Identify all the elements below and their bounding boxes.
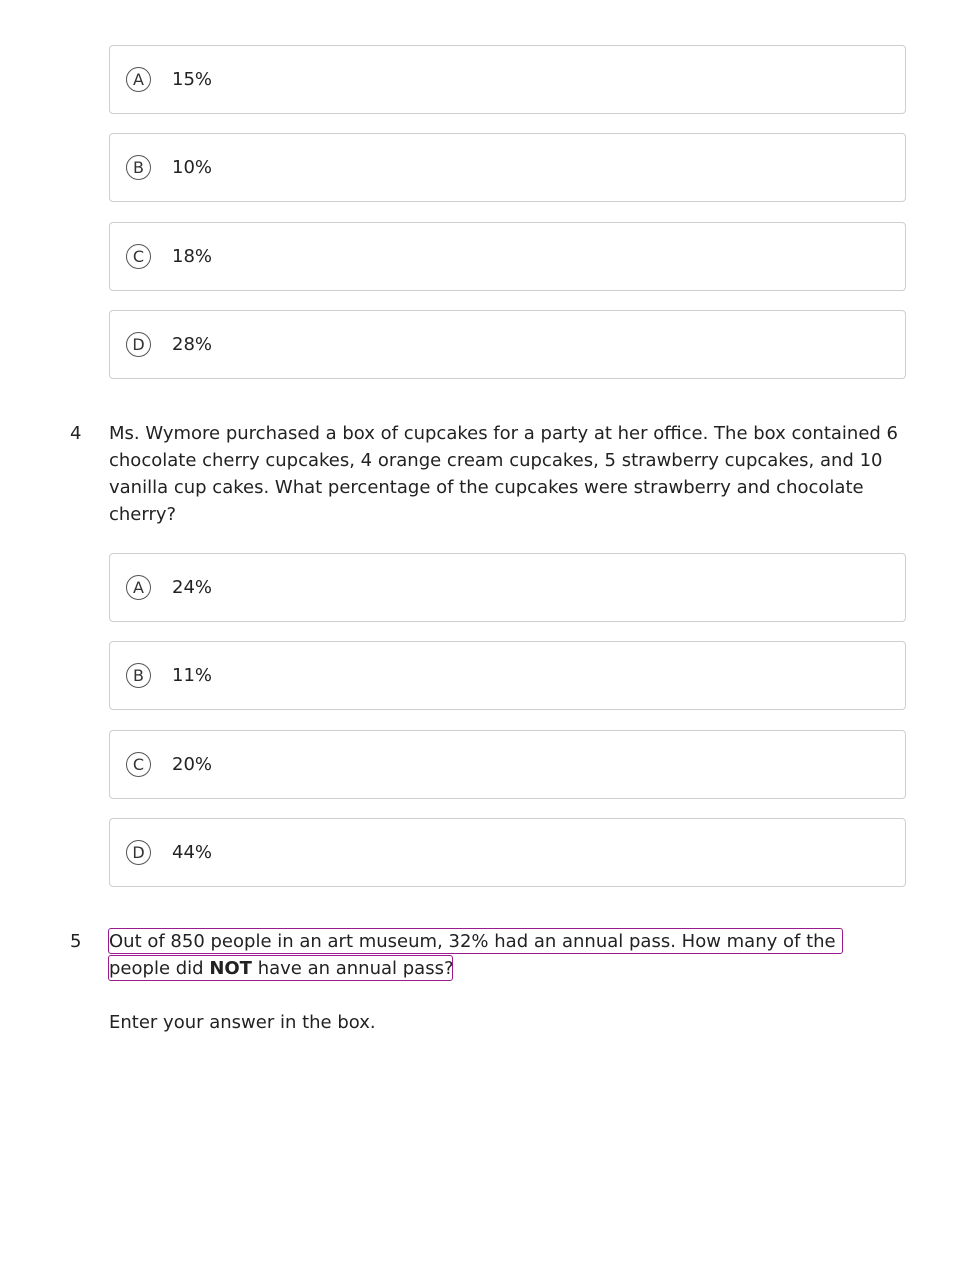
choice-b-text: 10% bbox=[172, 157, 213, 178]
choice-a-bubble: A bbox=[126, 67, 151, 92]
choice-d-bubble: D bbox=[126, 840, 151, 865]
answer-instruction: Enter your answer in the box. bbox=[109, 1012, 376, 1033]
choice-d-bubble: D bbox=[126, 332, 151, 357]
choice-a-bubble: A bbox=[126, 575, 151, 600]
choice-d-text: 44% bbox=[172, 842, 213, 863]
q3-choice-c[interactable] bbox=[109, 222, 906, 291]
choice-c-text: 20% bbox=[172, 754, 213, 775]
q4-choice-a[interactable] bbox=[109, 553, 906, 622]
question-5-text-part1: Out of 850 people in an art museum, 32% had an annual pass. How many of the people did bbox=[109, 931, 836, 979]
choice-b-text: 11% bbox=[172, 665, 213, 686]
choice-a-text: 15% bbox=[172, 69, 213, 90]
choice-b-bubble: B bbox=[126, 663, 151, 688]
q4-choice-c[interactable] bbox=[109, 730, 906, 799]
choice-c-bubble: C bbox=[126, 752, 151, 777]
question-5-text-part2: have an annual pass? bbox=[251, 958, 454, 979]
choice-c-bubble: C bbox=[126, 244, 151, 269]
q4-choice-b[interactable] bbox=[109, 641, 906, 710]
question-5-text bbox=[109, 928, 869, 982]
q3-choice-d[interactable] bbox=[109, 310, 906, 379]
choice-b-bubble: B bbox=[126, 155, 151, 180]
choice-d-text: 28% bbox=[172, 334, 213, 355]
question-4-text: Ms. Wymore purchased a box of cupcakes for a party at her office. The box contained 6 chocolate cherry cupcakes, 4 orange cream cupcakes, 5 strawberry cupcakes, and 10 vanilla cup cakes. What percentage of the cupcakes were strawberry and chocolate cherry? bbox=[109, 423, 899, 525]
q3-choice-a[interactable] bbox=[109, 45, 906, 114]
question-5-emphasis: NOT bbox=[209, 958, 252, 979]
choice-c-text: 18% bbox=[172, 246, 213, 267]
question-5-number: 5 bbox=[70, 931, 82, 952]
q3-choice-b[interactable] bbox=[109, 133, 906, 202]
q4-choice-d[interactable] bbox=[109, 818, 906, 887]
question-4-number: 4 bbox=[70, 423, 82, 444]
choice-a-text: 24% bbox=[172, 577, 213, 598]
